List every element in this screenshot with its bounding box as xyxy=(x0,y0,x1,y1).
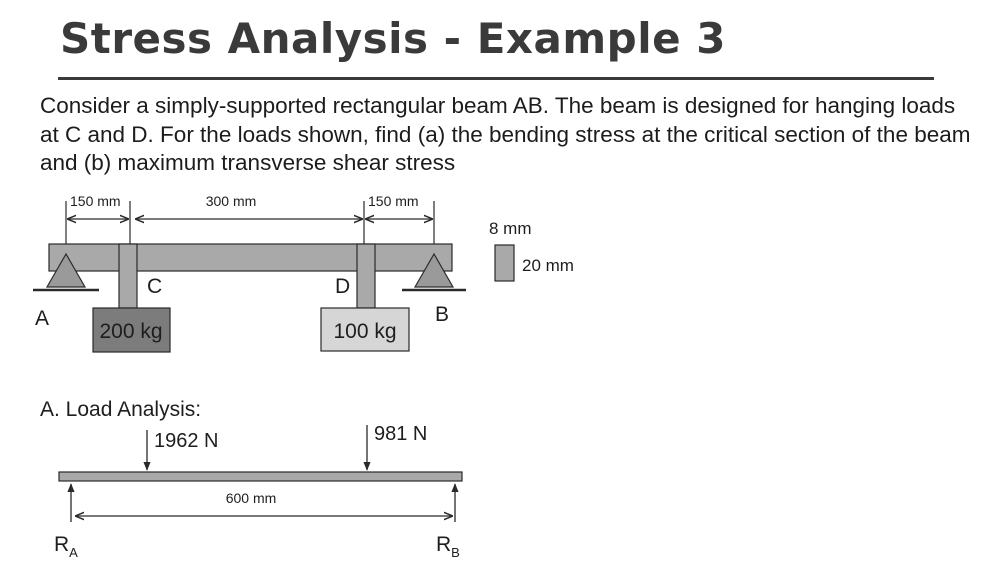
hanger-c xyxy=(119,244,137,308)
problem-statement: Consider a simply-supported rectangular beam AB. The beam is designed for hanging loads at C and D. For the loads shown, find (a) the bending stress at the critical section of the beam and (b) maximum transverse shear stress xyxy=(40,93,971,175)
dimension-label-cd: 300 mm xyxy=(205,193,257,209)
dimension-label-ac: 150 mm xyxy=(70,193,121,209)
reaction-label-b: $R_B$ xyxy=(436,533,460,560)
force-label-d: 981 N xyxy=(374,423,428,445)
force-label-c: 1962 N xyxy=(154,430,219,452)
mass-label-c: 200 kg xyxy=(99,320,163,343)
page-title: Stress Analysis - Example 3 xyxy=(60,14,726,63)
hanger-d xyxy=(357,244,375,308)
mass-label-d: 100 kg xyxy=(333,320,397,343)
span-label: 600 mm xyxy=(225,490,277,506)
point-label-d: D xyxy=(335,275,351,298)
point-label-b: B xyxy=(435,303,450,326)
free-body-beam xyxy=(59,472,462,481)
point-label-a: A xyxy=(35,307,50,330)
cross-section-height-label: 20 mm xyxy=(522,256,574,275)
load-analysis-heading: A. Load Analysis: xyxy=(40,398,202,421)
dimension-label-db: 150 mm xyxy=(368,193,419,209)
reaction-label-a: $R_A$ xyxy=(54,533,78,560)
point-label-c: C xyxy=(147,275,163,298)
beam-ab xyxy=(49,244,452,271)
cross-section-rectangle xyxy=(495,245,514,281)
cross-section-width-label: 8 mm xyxy=(489,219,532,238)
